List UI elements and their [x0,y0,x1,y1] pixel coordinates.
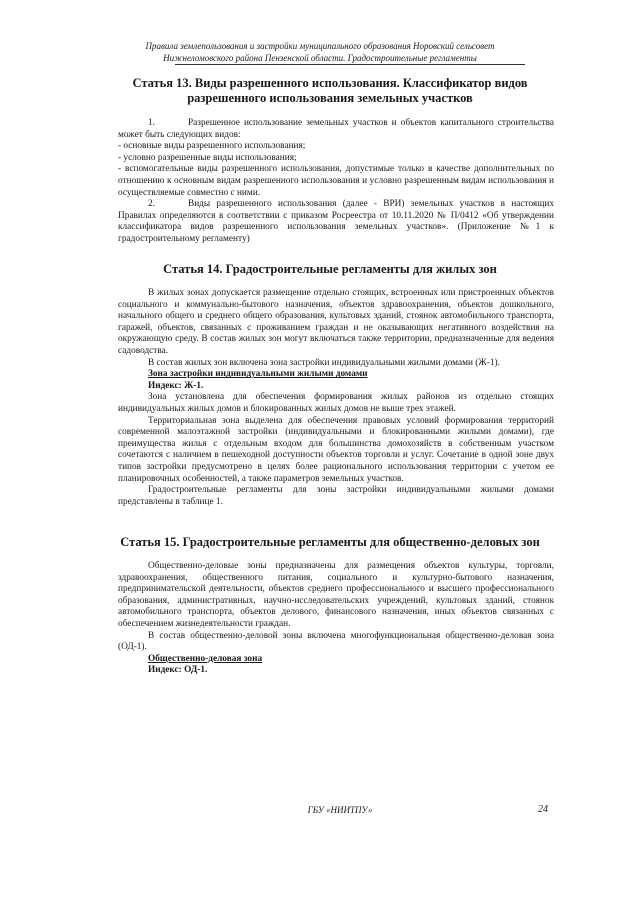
article-15-body [118,561,554,677]
article-13-p1-text: Разрешенное использование земельных участков и объектов капитального строительства может быть следующих видов: [118,118,554,140]
header-line-1: Правила землепользования и застройки муниципального образования Норовский сельсовет [145,41,495,51]
article-14-paragraph-5: Градостроительные регламенты для зоны застройки индивидуальными жилыми домами представлены в таблице 1. [118,485,554,507]
footer-organization: ГБУ «НИИТПУ» [307,805,373,815]
article-14-body [118,288,554,508]
article-13-title-line-2: разрешенного использования земельных участков [187,91,473,105]
article-15-paragraph-1: Общественно-деловые зоны предназначены для размещения объектов культуры, торговли, здравоохранения, общественного питания, социального и культурно-бытового назначения, предпринимательской деятельности, объектов среднего профессионального и высшего профессионального образования, административных, научно-исследовательских учреждений, культовых зданий, стоянок автомобильного транспорта, объектов делового, финансового назначения, иных объектов связанных с обеспечением жизнедеятельности граждан. [118,561,554,629]
article-15-zone-title: Общественно-деловая зона [148,653,263,664]
article-14-title: Статья 14. Градостроительные регламенты для жилых зон [163,262,497,276]
article-13-title-line-1: Статья 13. Виды разрешенного использования. Классификатор видов [132,76,528,90]
article-14-paragraph-4: Территориальная зона выделена для обеспечения правовых условий формирования территорий современной малоэтажной застройки (индивидуальными и блокированными жилыми домами), где преимущества жилья с отдельным входом для большинства домохозяйств в собственным участком сочетаются с наличием в пешеходной доступности объектов торговли и услуг. Сочетание в одной зоне двух типов застройки предусмотрено в целях более рационального использования территории с учетом ее планировочных особенностей, а также параметров земельных участков. [118,415,554,484]
header-line-2: Нижнеломовского района Пензенской области. Градостроительные регламенты [163,53,477,63]
article-15-title: Статья 15. Градостроительные регламенты для общественно-деловых зон [120,535,540,549]
article-14-paragraph-2: В состав жилых зон включена зона застройки индивидуальными жилыми домами (Ж-1). [148,357,500,368]
article-13-body [118,118,554,246]
article-14-zone-index: Индекс: Ж-1. [148,380,204,391]
article-14-paragraph-1: В жилых зонах допускается размещение отдельно стоящих, встроенных или пристроенных объектов социального и коммунально-бытового назначения, объектов здравоохранения, объектов дошкольного, начального общего и среднего общего образования, культовых зданий, стоянок автомобильного транспорта, гаражей, объектов, связанных с проживанием граждан и не оказывающих негативного воздействия на окружающую среду. В состав жилых зон могут включаться также территории, предназначенные для ведения садоводства. [118,288,554,356]
article-13-paragraph-2 [118,199,554,245]
running-header [60,40,580,64]
page-number: 24 [538,804,548,815]
article-15-paragraph-2: В состав общественно-деловой зоны включена многофункциональная общественно-деловая зона (ОД-1). [118,630,554,653]
article-15-zone-index: Индекс: ОД-1. [148,665,208,676]
article-13-title [110,76,550,106]
article-13-p1-number: 1. [148,118,155,128]
article-13-item-2: - условно разрешенные виды использования; [118,152,297,163]
article-13-item-1: - основные виды разрешенного использования; [118,141,306,152]
article-13-paragraph-1 [118,118,554,141]
article-13-item-3: - вспомогательные виды разрешенного использования, допустимые только в качестве дополнительных по отношению к основным видам разрешенного использования и условно разрешенным видам использования и осуществляемые совместно с ними. [118,164,554,198]
article-14-zone-title: Зона застройки индивидуальными жилыми домами [148,369,368,380]
article-13-p2-text: Виды разрешенного использования (далее - ВРИ) земельных участков в настоящих Правилах определяются в соответствии с приказом Росреестра от 10.11.2020 № П/0412 «Об утверждении классификатора видов разрешенного использования земельных участков». (Приложение №1 к градостроительному регламенту) [118,199,554,244]
article-14-paragraph-3: Зона установлена для обеспечения формирования жилых районов из отдельно стоящих индивидуальных жилых домов и блокированных жилых домов не выше трех этажей. [118,392,554,414]
header-rule [175,64,525,65]
article-13-p2-number: 2. [148,199,155,210]
